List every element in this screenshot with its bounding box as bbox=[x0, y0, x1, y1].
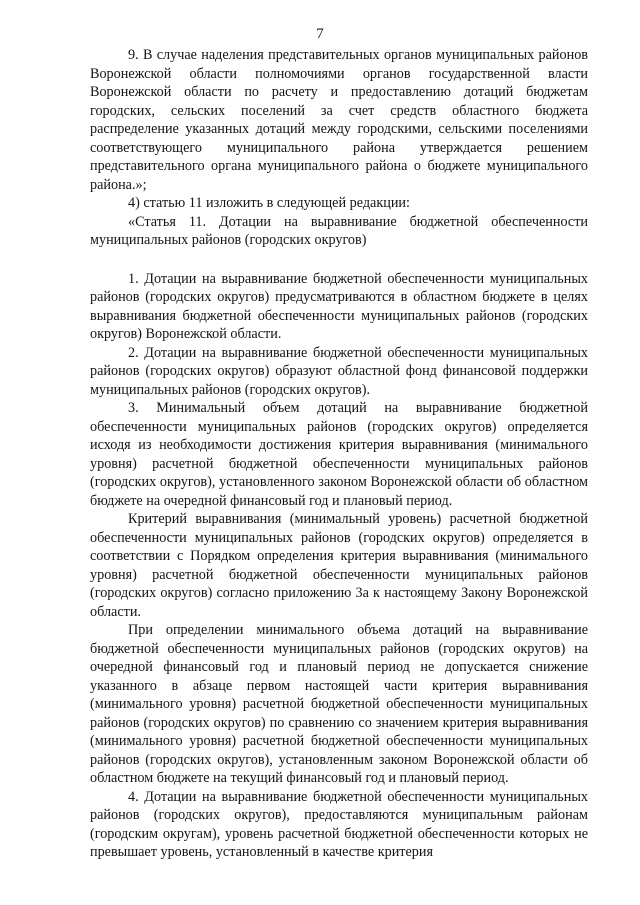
document-body bbox=[90, 46, 588, 862]
paragraph-part-2: 2. Дотации на выравнивание бюджетной обеспеченности муниципальных районов (городских округов) образуют областной фонд финансовой поддержки муниципальных районов (городских округов). bbox=[90, 344, 588, 398]
paragraph-part-4: 4. Дотации на выравнивание бюджетной обеспеченности муниципальных районов (городских округов), предоставляются муниципальным районам (городским округам), уровень расчетной бюджетной обеспеченности которых не превышает уровень, установленный в качестве критерия bbox=[90, 788, 588, 860]
article-11-heading: «Статья 11. Дотации на выравнивание бюджетной обеспеченности муниципальных районов (городских округов) bbox=[90, 213, 588, 248]
page-number: 7 bbox=[316, 26, 324, 42]
paragraph-amendment-4: 4) статью 11 изложить в следующей редакции: bbox=[128, 195, 410, 211]
paragraph-part-1: 1. Дотации на выравнивание бюджетной обеспеченности муниципальных районов (городских округов) предусматриваются в областном бюджете в целях выравнивания бюджетной обеспеченности муниципальных районов (городских округов) Воронежской области. bbox=[90, 270, 588, 342]
paragraph-clause-9: 9. В случае наделения представительных органов муниципальных районов Воронежской области полномочиями органов государственной власти Воронежской области по расчету и предоставлению дотаций бюджетам городских, сельских поселений за счет средств областного бюджета распределение указанных дотаций между городскими, сельскими поселениями соответствующего муниципального района утверждается решением представительного органа муниципального района о бюджете муниципального района.»; bbox=[90, 47, 588, 193]
paragraph-criterion: Критерий выравнивания (минимальный уровень) расчетной бюджетной обеспеченности муниципальных районов (городских округов) определяется в соответствии с Порядком определения критерия выравнивания (минимального уровня) расчетной бюджетной обеспеченности муниципальных районов (городских округов) согласно приложению 3а к настоящему Закону Воронежской области. bbox=[90, 511, 588, 620]
paragraph-part-3: 3. Минимальный объем дотаций на выравнивание бюджетной обеспеченности муниципальных районов (городских округов) определяется исходя из необходимости достижения критерия выравнивания (минимального уровня) расчетной бюджетной обеспеченности муниципальных районов (городских округов), установленного законом Воронежской области об областном бюджете на очередной финансовый год и плановый период. bbox=[90, 400, 588, 509]
paragraph-minimum-volume: При определении минимального объема дотаций на выравнивание бюджетной обеспеченности муниципальных районов (городских округов) на очередной финансовый год и плановый период не допускается снижение указанного в абзаце первом настоящей части критерия выравнивания (минимального уровня) расчетной бюджетной обеспеченности муниципальных районов (городских округов) по сравнению со значением критерия выравнивания (минимального уровня) расчетной бюджетной обеспеченности муниципальных районов (городских округов), установленным законом Воронежской области об областном бюджете на текущий финансовый год и плановый период. bbox=[90, 622, 588, 786]
